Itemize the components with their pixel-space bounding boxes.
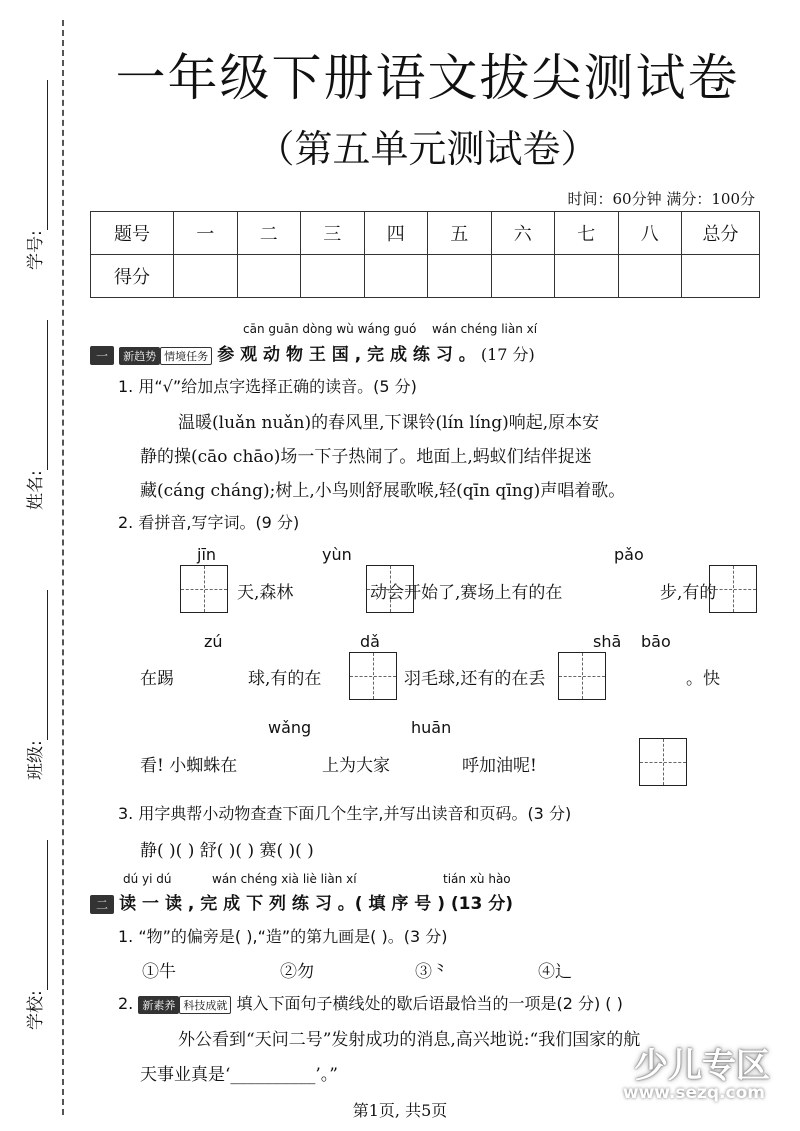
section1-tag-trend: 新趋势	[119, 347, 160, 365]
s2-question1: 1. “物”的偏旁是( ),“造”的第九画是( )。(3 分)	[118, 927, 448, 946]
score-header-cell: 题号	[91, 212, 174, 255]
s2-q1-option3: ③⺀	[415, 962, 449, 982]
page-title: 一年级下册语文拔尖测试卷	[115, 49, 740, 107]
score-header-cell: 六	[491, 212, 555, 255]
score-row-label: 得分	[91, 255, 174, 298]
q2-text10: 呼加油呢!	[462, 756, 537, 776]
section1-tag-task: 情境任务	[160, 347, 212, 365]
score-table	[90, 211, 760, 298]
section2-title: 读 一 读 , 完 成 下 列 练 习 。( 填 序 号 ) (13 分)	[119, 894, 513, 914]
score-cell[interactable]	[301, 255, 365, 298]
score-cell[interactable]	[174, 255, 238, 298]
score-header-cell: 一	[174, 212, 238, 255]
name-label: 姓名:	[26, 470, 46, 510]
s1-q1-line1: 温暖(luǎn nuǎn)的春风里,下课铃(lín líng)响起,原本安	[178, 413, 600, 433]
q2-text1: 天,森林	[237, 583, 294, 603]
section2-number: 二	[90, 895, 114, 914]
school-field[interactable]	[14, 840, 54, 1030]
score-cell[interactable]	[364, 255, 428, 298]
school-label: 学校:	[26, 990, 46, 1030]
q2-text4: 在踢	[140, 669, 174, 689]
section2-pinyin-a: dú yi dú	[123, 872, 172, 886]
q2-text3: 步,有的	[660, 583, 717, 603]
section2-pinyin-b: wán chéng xià liè liàn xí	[212, 872, 357, 886]
q2-text2: 动会开始了,赛场上有的在	[370, 583, 563, 603]
q2-pinyin-yun: yùn	[322, 545, 352, 564]
name-underline	[47, 320, 48, 470]
q2-pinyin-sha: shā	[593, 632, 622, 651]
s1-question3: 3. 用字典帮小动物查查下面几个生字,并写出读音和页码。(3 分)	[118, 804, 572, 823]
score-cell[interactable]	[555, 255, 619, 298]
name-field[interactable]	[14, 320, 54, 510]
score-header-cell: 八	[618, 212, 682, 255]
score-table-header-row	[91, 212, 760, 255]
tian-box-wang[interactable]	[639, 738, 687, 786]
section2-pinyin-c: tián xù hào	[443, 872, 511, 886]
section1-pinyin-a: cān guān dòng wù wáng guó	[243, 322, 417, 336]
q2-text6: 羽毛球,还有的在丢	[404, 669, 546, 689]
s2-q1-option2: ②勿	[280, 962, 314, 982]
score-table-row	[91, 255, 760, 298]
exam-meta: 时间：60分钟 满分：100分	[567, 190, 755, 208]
q2-pinyin-jin: jīn	[197, 545, 217, 564]
score-cell[interactable]	[682, 255, 760, 298]
q2-pinyin-bao: bāo	[641, 632, 671, 651]
section1-number: 一	[90, 346, 114, 365]
class-underline	[47, 590, 48, 740]
score-header-cell: 三	[301, 212, 365, 255]
page-subtitle: （第五单元测试卷）	[256, 127, 599, 171]
score-header-cell: 二	[237, 212, 301, 255]
class-field[interactable]	[14, 590, 54, 780]
score-cell[interactable]	[491, 255, 555, 298]
page-footer: 第1页, 共5页	[352, 1101, 448, 1120]
section1-title: 参 观 动 物 王 国 , 完 成 练 习 。	[217, 345, 476, 365]
tian-box-jin[interactable]	[180, 565, 228, 613]
q2-text7: 。快	[686, 669, 720, 689]
tian-box-zu[interactable]	[349, 652, 397, 700]
watermark-url: www.sezq.com	[622, 1083, 765, 1103]
s1-question1: 1. 用“√”给加点字选择正确的读音。(5 分)	[118, 377, 417, 396]
s2-q2-number: 2.	[118, 994, 134, 1013]
binding-dashed-line	[62, 20, 64, 1115]
score-header-cell: 五	[428, 212, 492, 255]
section2-heading	[90, 889, 513, 914]
q2-text5: 球,有的在	[248, 669, 322, 689]
s1-q3-line: 静( )( ) 舒( )( ) 赛( )( )	[140, 841, 314, 861]
section1-score: (17 分)	[480, 345, 535, 364]
s2-q1-option4: ④辶	[538, 962, 572, 982]
score-header-cell: 总分	[682, 212, 760, 255]
score-cell[interactable]	[428, 255, 492, 298]
s1-question2: 2. 看拼音,写字词。(9 分)	[118, 513, 300, 532]
s2-q2-text: 填入下面句子横线处的歇后语最恰当的一项是(2 分) ( )	[236, 994, 623, 1013]
q2-pinyin-da: dǎ	[360, 632, 380, 651]
class-label: 班级:	[26, 740, 46, 780]
q2-pinyin-pao: pǎo	[614, 545, 644, 564]
score-cell[interactable]	[237, 255, 301, 298]
q2-pinyin-zu: zú	[204, 632, 223, 651]
score-cell[interactable]	[618, 255, 682, 298]
s2-q2-tag-literacy: 新素养	[138, 996, 179, 1014]
s2-q1-option1: ①牛	[142, 962, 176, 982]
q2-text8: 看! 小蜘蛛在	[140, 756, 238, 776]
section1-pinyin-b: wán chéng liàn xí	[432, 322, 538, 336]
s2-q2-line1: 外公看到“天问二号”发射成功的消息,高兴地说:“我们国家的航	[178, 1030, 641, 1050]
student-id-label: 学号:	[26, 230, 46, 270]
watermark-logo: 少儿专区	[634, 1046, 770, 1086]
s1-q1-line2: 静的操(cāo chāo)场一下子热闹了。地面上,蚂蚁们结伴捉迷	[140, 447, 592, 467]
q2-pinyin-wang: wǎng	[268, 718, 312, 737]
score-header-cell: 七	[555, 212, 619, 255]
student-id-field[interactable]	[14, 80, 54, 270]
q2-pinyin-huan: huān	[411, 718, 452, 737]
s2-question2	[118, 991, 623, 1014]
score-header-cell: 四	[364, 212, 428, 255]
section1-heading	[90, 340, 535, 365]
s2-q2-tag-tech: 科技成就	[179, 996, 231, 1014]
school-underline	[47, 840, 48, 990]
tian-box-da[interactable]	[558, 652, 606, 700]
s1-q1-line3: 藏(cáng cháng);树上,小鸟则舒展歌喉,轻(qīn qīng)声唱着歌。	[140, 481, 626, 501]
s2-q2-line2: 天事业真是‘__________’。”	[140, 1065, 338, 1085]
student-id-underline	[47, 80, 48, 230]
q2-text9: 上为大家	[322, 756, 390, 776]
